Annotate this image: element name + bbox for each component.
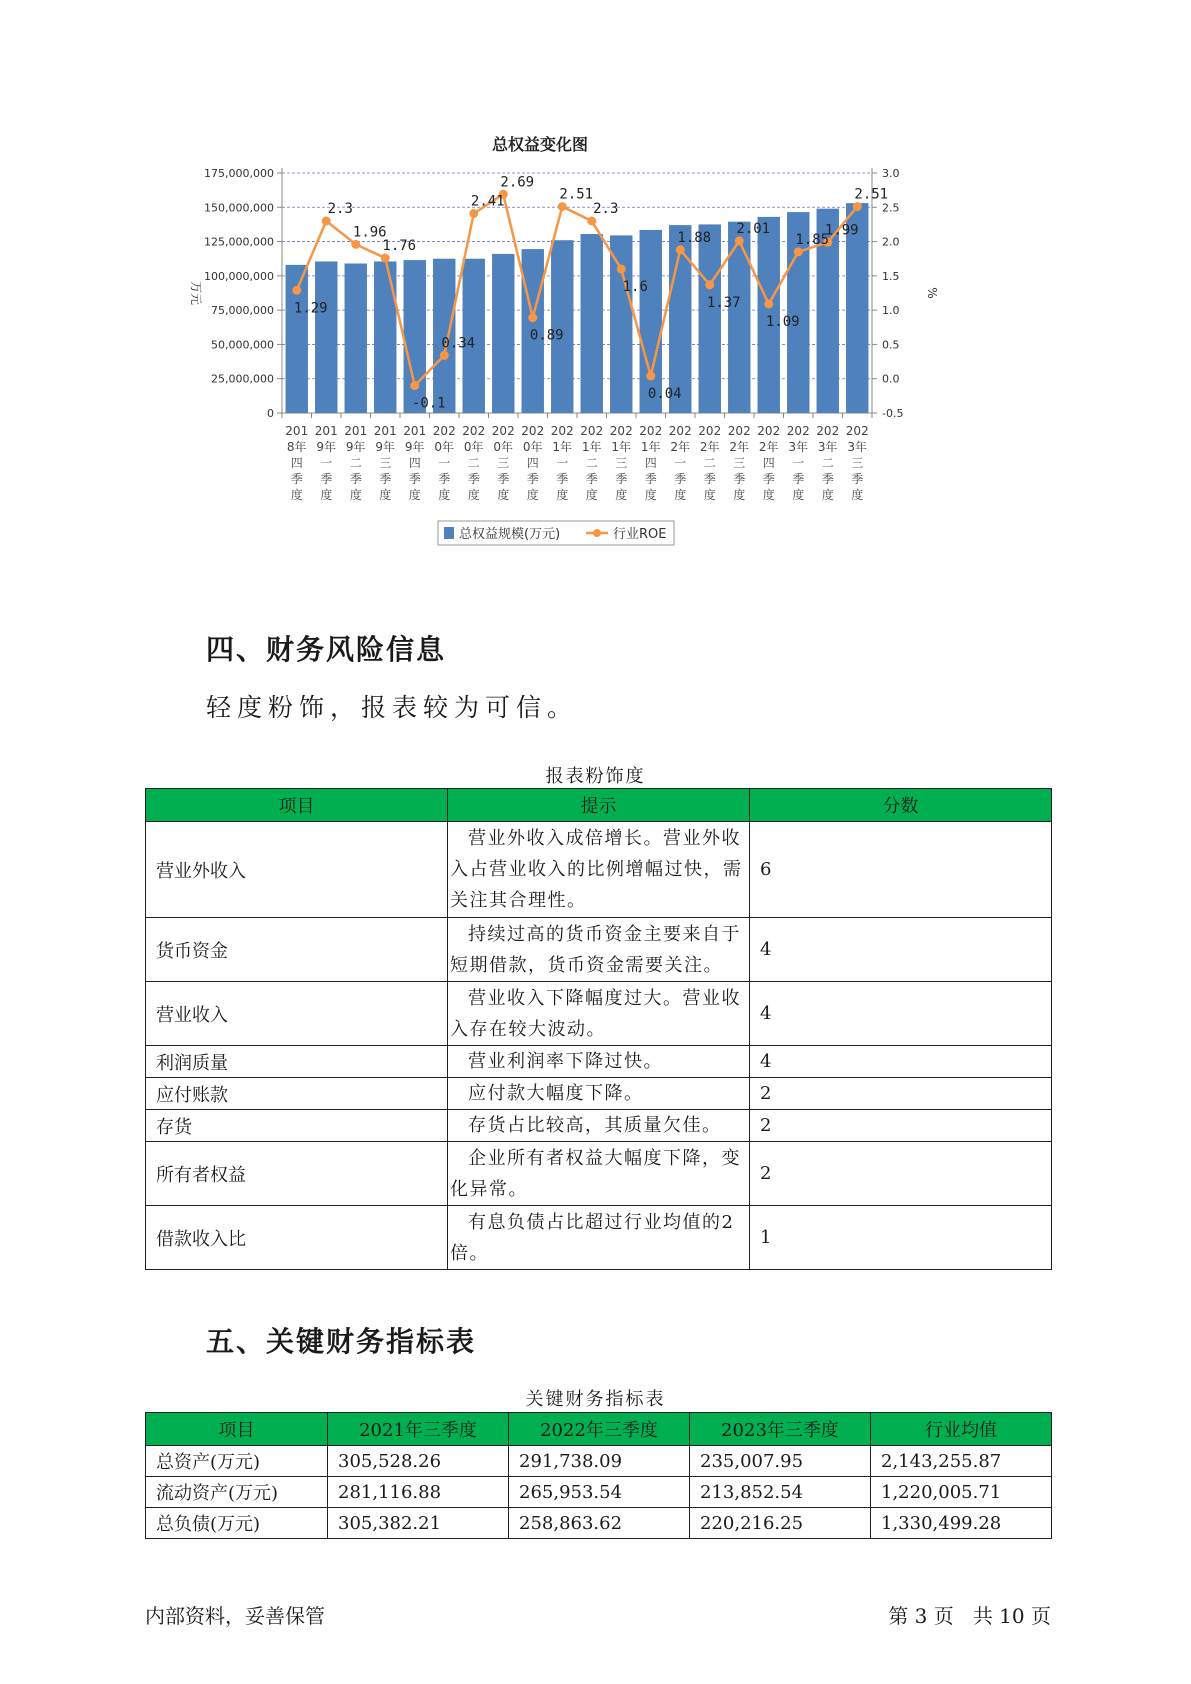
table-row	[146, 1078, 1052, 1110]
point-roe	[381, 254, 390, 263]
table-row	[146, 1206, 1052, 1270]
header-2023q3: 2023年三季度	[690, 1413, 871, 1446]
metric-name-cell: 总资产(万元)	[146, 1446, 328, 1477]
table-row	[146, 1142, 1052, 1206]
data-label-roe: 2.01	[736, 220, 771, 237]
risk-item-cell: 应付账款	[146, 1078, 448, 1110]
bar-equity	[315, 261, 337, 413]
risk-item-cell: 营业外收入	[146, 822, 448, 918]
x-tick-label: 202 2年四季度	[757, 424, 781, 502]
table-row	[146, 918, 1052, 982]
point-roe	[676, 245, 685, 254]
x-tick-label: 201 9年一季度	[314, 424, 338, 502]
point-roe	[735, 236, 744, 245]
risk-score-cell: 4	[750, 1046, 1052, 1078]
bar-equity	[610, 235, 632, 413]
footer-page-number: 第 3 页 共 10 页	[888, 1604, 1051, 1628]
y-right-tick-label: 3.0	[882, 167, 900, 180]
point-roe	[587, 217, 596, 226]
table-row	[146, 1508, 1052, 1539]
section4-heading: 四、财务风险信息	[206, 633, 447, 666]
risk-hint-cell: 存货占比较高，其质量欠佳。	[448, 1110, 750, 1142]
risk-table-header	[146, 789, 1052, 822]
bar-equity	[345, 264, 367, 413]
y-right-tick-label: 0.0	[882, 372, 900, 386]
y-left-tick-label: 0	[267, 407, 274, 420]
x-tick-label: 202 2年三季度	[727, 424, 751, 502]
header-item: 项目	[146, 789, 448, 822]
y-left-tick-label: 100,000,000	[204, 269, 274, 283]
x-tick-label: 202 3年一季度	[786, 424, 810, 502]
risk-item-cell: 存货	[146, 1110, 448, 1142]
bar-equity	[699, 224, 721, 413]
x-tick-label: 202 3年三季度	[845, 424, 869, 502]
header-score: 分数	[750, 789, 1052, 822]
data-label-roe: 2.51	[559, 186, 594, 203]
x-tick-label: 202 1年三季度	[609, 424, 633, 502]
table-row	[146, 1110, 1052, 1142]
metric-value-cell: 291,738.09	[509, 1446, 690, 1477]
metric-value-cell: 258,863.62	[509, 1508, 690, 1539]
metric-value-cell: 1,220,005.71	[871, 1477, 1052, 1508]
risk-item-cell: 所有者权益	[146, 1142, 448, 1206]
risk-hint-cell: 应付款大幅度下降。	[448, 1078, 750, 1110]
metric-value-cell: 305,382.21	[328, 1508, 509, 1539]
x-tick-label: 201 8年四季度	[285, 424, 309, 502]
data-label-roe: 1.88	[677, 229, 712, 246]
legend-bar-swatch	[444, 527, 454, 539]
risk-hint-cell: 持续过高的货币资金主要来自于短期借款，货币资金需要关注。	[448, 918, 750, 982]
legend-line-label: 行业ROE	[613, 527, 667, 542]
point-roe	[292, 286, 301, 295]
risk-score-cell: 2	[750, 1142, 1052, 1206]
data-label-roe: 2.69	[500, 174, 535, 191]
data-label-roe: 1.6	[622, 279, 648, 295]
equity-chart	[180, 130, 1000, 610]
risk-table	[145, 788, 1052, 1270]
legend-bar-label: 总权益规模(万元)	[459, 527, 561, 542]
x-tick-label: 202 2年二季度	[698, 424, 722, 502]
x-tick-label: 202 3年二季度	[816, 424, 840, 502]
x-tick-label: 201 9年四季度	[403, 424, 427, 502]
risk-hint-cell: 营业利润率下降过快。	[448, 1046, 750, 1078]
data-label-roe: 2.3	[593, 201, 619, 217]
point-roe	[440, 351, 449, 360]
y-right-tick-label: 1.5	[882, 269, 900, 283]
header-hint: 提示	[448, 789, 750, 822]
data-label-roe: 2.3	[327, 201, 353, 217]
point-roe	[351, 240, 360, 249]
metric-name-cell: 流动资产(万元)	[146, 1477, 328, 1508]
risk-score-cell: 1	[750, 1206, 1052, 1270]
x-tick-label: 202 0年三季度	[491, 424, 515, 502]
x-tick-label: 202 1年一季度	[550, 424, 574, 502]
header-item: 项目	[146, 1413, 328, 1446]
data-label-roe: 2.51	[854, 186, 889, 203]
data-label-roe: 1.85	[795, 231, 830, 248]
y-left-tick-label: 125,000,000	[204, 235, 274, 249]
x-tick-label: 202 2年一季度	[668, 424, 692, 502]
risk-hint-cell: 企业所有者权益大幅度下降，变化异常。	[448, 1142, 750, 1206]
metric-value-cell: 213,852.54	[690, 1477, 871, 1508]
point-roe	[558, 202, 567, 211]
risk-table-caption: 报表粉饰度	[545, 766, 646, 787]
risk-score-cell: 2	[750, 1078, 1052, 1110]
risk-score-cell: 2	[750, 1110, 1052, 1142]
risk-item-cell: 利润质量	[146, 1046, 448, 1078]
metric-value-cell: 2,143,255.87	[871, 1446, 1052, 1477]
table-row	[146, 1446, 1052, 1477]
footer-confidential: 内部资料，妥善保管	[145, 1604, 325, 1628]
risk-hint-cell: 营业外收入成倍增长。营业外收入占营业收入的比例增幅过快，需关注其合理性。	[448, 822, 750, 918]
y-left-tick-label: 75,000,000	[211, 304, 274, 318]
table-row	[146, 1477, 1052, 1508]
metric-value-cell: 281,116.88	[328, 1477, 509, 1508]
data-label-roe: 0.04	[647, 385, 682, 402]
risk-hint-cell: 营业收入下降幅度过大。营业收入存在较大波动。	[448, 982, 750, 1046]
y-left-tick-label: 150,000,000	[204, 201, 274, 215]
data-label-roe: 1.37	[706, 294, 741, 311]
metric-name-cell: 总负债(万元)	[146, 1508, 328, 1539]
bar-equity	[581, 234, 603, 413]
table-row	[146, 982, 1052, 1046]
data-label-roe: 1.76	[382, 238, 417, 255]
data-label-roe: 1.09	[765, 313, 800, 330]
section4-summary: 轻度粉饰，报表较为可信。	[206, 693, 579, 722]
metrics-table	[145, 1412, 1052, 1539]
data-label-roe: 1.29	[293, 300, 328, 317]
y-right-tick-label: 0.5	[882, 338, 900, 352]
x-tick-label: 201 9年三季度	[373, 424, 397, 502]
bar-equity	[551, 240, 573, 413]
header-2021q3: 2021年三季度	[328, 1413, 509, 1446]
metric-value-cell: 1,330,499.28	[871, 1508, 1052, 1539]
x-tick-label: 202 1年二季度	[580, 424, 604, 502]
chart-title: 总权益变化图	[491, 135, 589, 154]
y-right-axis-label: %	[925, 287, 939, 299]
point-roe	[646, 371, 655, 380]
equity-chart-svg	[180, 130, 1000, 610]
y-right-tick-label: 2.5	[882, 201, 900, 215]
point-roe	[853, 202, 862, 211]
header-industry-avg: 行业均值	[871, 1413, 1052, 1446]
risk-score-cell: 4	[750, 918, 1052, 982]
y-left-tick-label: 25,000,000	[211, 372, 274, 386]
data-label-roe: 0.34	[441, 335, 476, 352]
section5-heading: 五、关键财务指标表	[206, 1325, 477, 1358]
metrics-table-header	[146, 1413, 1052, 1446]
risk-hint-cell: 有息负债占比超过行业均值的2倍。	[448, 1206, 750, 1270]
table-row	[146, 822, 1052, 918]
point-roe	[705, 280, 714, 289]
risk-item-cell: 营业收入	[146, 982, 448, 1046]
bar-equity	[374, 261, 396, 413]
legend-line-marker	[593, 529, 601, 537]
metric-value-cell: 265,953.54	[509, 1477, 690, 1508]
point-roe	[469, 209, 478, 218]
data-label-roe: -0.1	[411, 395, 446, 412]
risk-item-cell: 借款收入比	[146, 1206, 448, 1270]
x-tick-label: 202 0年一季度	[432, 424, 456, 502]
x-tick-label: 201 9年二季度	[344, 424, 368, 502]
data-label-roe: 0.89	[529, 327, 564, 344]
y-right-tick-label: -0.5	[882, 407, 904, 420]
header-2022q3: 2022年三季度	[509, 1413, 690, 1446]
point-roe	[617, 265, 626, 274]
y-left-tick-label: 50,000,000	[211, 338, 274, 352]
metric-value-cell: 220,216.25	[690, 1508, 871, 1539]
x-tick-label: 202 0年四季度	[521, 424, 545, 502]
risk-score-cell: 4	[750, 982, 1052, 1046]
metric-value-cell: 305,528.26	[328, 1446, 509, 1477]
point-roe	[764, 299, 773, 308]
y-left-tick-label: 175,000,000	[204, 167, 274, 180]
x-tick-label: 202 1年四季度	[639, 424, 663, 502]
risk-item-cell: 货币资金	[146, 918, 448, 982]
y-right-tick-label: 1.0	[882, 304, 900, 318]
metric-value-cell: 235,007.95	[690, 1446, 871, 1477]
table-row	[146, 1046, 1052, 1078]
data-label-roe: 2.41	[470, 193, 505, 210]
y-left-axis-label: 万元	[189, 280, 203, 306]
data-label-roe: 1.96	[352, 224, 387, 241]
metrics-table-caption: 关键财务指标表	[525, 1389, 666, 1410]
x-tick-label: 202 0年二季度	[462, 424, 486, 502]
data-label-roe: 1.99	[824, 222, 859, 239]
y-right-tick-label: 2.0	[882, 235, 900, 249]
bar-equity	[492, 254, 514, 413]
point-roe	[528, 313, 537, 322]
risk-score-cell: 6	[750, 822, 1052, 918]
point-roe	[322, 217, 331, 226]
point-roe	[410, 381, 419, 390]
point-roe	[794, 247, 803, 256]
